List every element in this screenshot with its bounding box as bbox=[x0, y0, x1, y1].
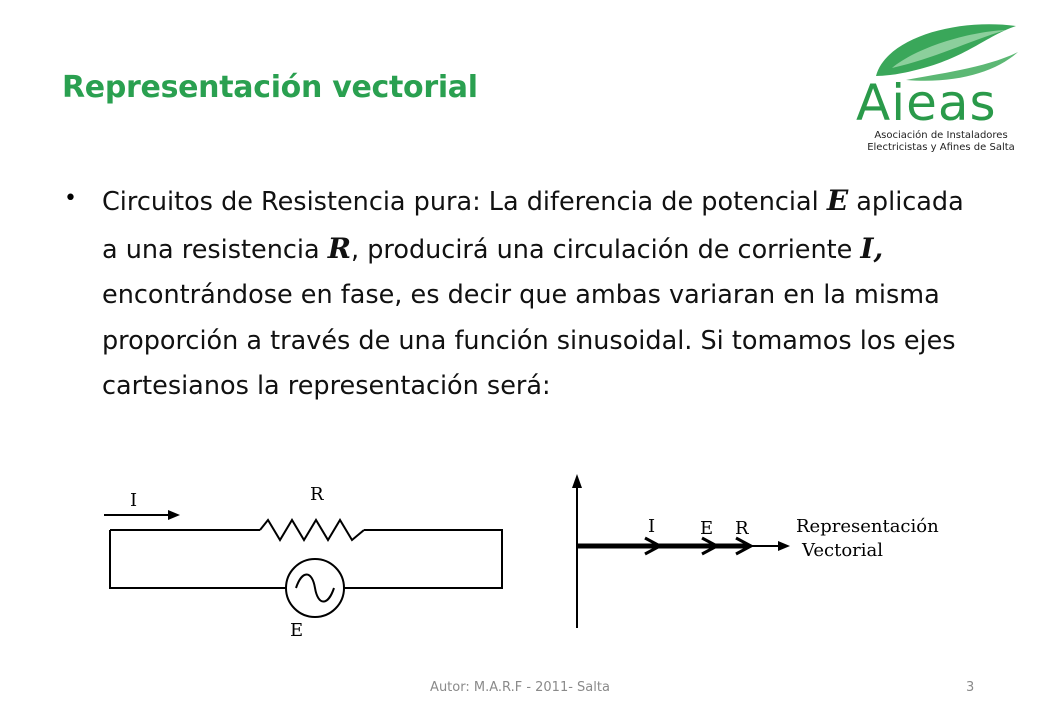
vector-label-i: I bbox=[648, 516, 656, 537]
slide-title: Representación vectorial bbox=[62, 70, 478, 105]
vector-diagram bbox=[572, 474, 790, 628]
circuit-label-r: R bbox=[310, 484, 324, 505]
logo-subtitle-line1: Asociación de Instaladores bbox=[874, 130, 1008, 141]
circuit-label-e: E bbox=[290, 620, 304, 640]
vector-caption-line2: Vectorial bbox=[802, 540, 883, 561]
symbol-i: I, bbox=[860, 231, 884, 265]
wire-left bbox=[110, 530, 286, 588]
bullet-text-seg1: Circuitos de Resistencia pura: La diferencia de potencial bbox=[102, 187, 827, 217]
wire-right bbox=[344, 530, 502, 588]
bullet-text-seg4: encontrándose en fase, es decir que ambas variaran en la misma proporción a través de una función sinusoidal. Si tomamos los ejes cartesianos la representación será: bbox=[102, 280, 956, 401]
sine-wave-icon bbox=[296, 575, 334, 602]
bullet-point-icon: • bbox=[64, 186, 77, 211]
footer-author: Autor: M.A.R.F - 2011- Salta bbox=[430, 680, 610, 695]
vector-caption-line1: Representación bbox=[796, 516, 939, 537]
resistor-icon bbox=[260, 520, 364, 540]
vector-label-r: R bbox=[735, 518, 749, 539]
bullet-text-seg2: aplicada a una resistencia bbox=[102, 187, 964, 265]
bullet-text-seg3: , producirá una circulación de corriente bbox=[351, 234, 861, 265]
symbol-r: R bbox=[327, 231, 352, 265]
bullet-text bbox=[102, 178, 982, 410]
y-axis-arrowhead-icon bbox=[572, 474, 582, 488]
current-arrowhead-icon bbox=[168, 510, 180, 520]
vector-label-e: E bbox=[700, 518, 714, 539]
logo-subtitle-line2: Electricistas y Afines de Salta bbox=[867, 142, 1015, 153]
symbol-e: E bbox=[826, 184, 849, 217]
circuit-label-i: I bbox=[130, 490, 138, 511]
diagram-figure bbox=[90, 470, 970, 640]
page-number: 3 bbox=[966, 680, 975, 695]
aieas-logo bbox=[846, 18, 1026, 158]
circuit-diagram bbox=[104, 510, 502, 617]
x-axis-arrowhead-icon bbox=[778, 541, 790, 551]
logo-name: Aieas bbox=[856, 74, 997, 132]
